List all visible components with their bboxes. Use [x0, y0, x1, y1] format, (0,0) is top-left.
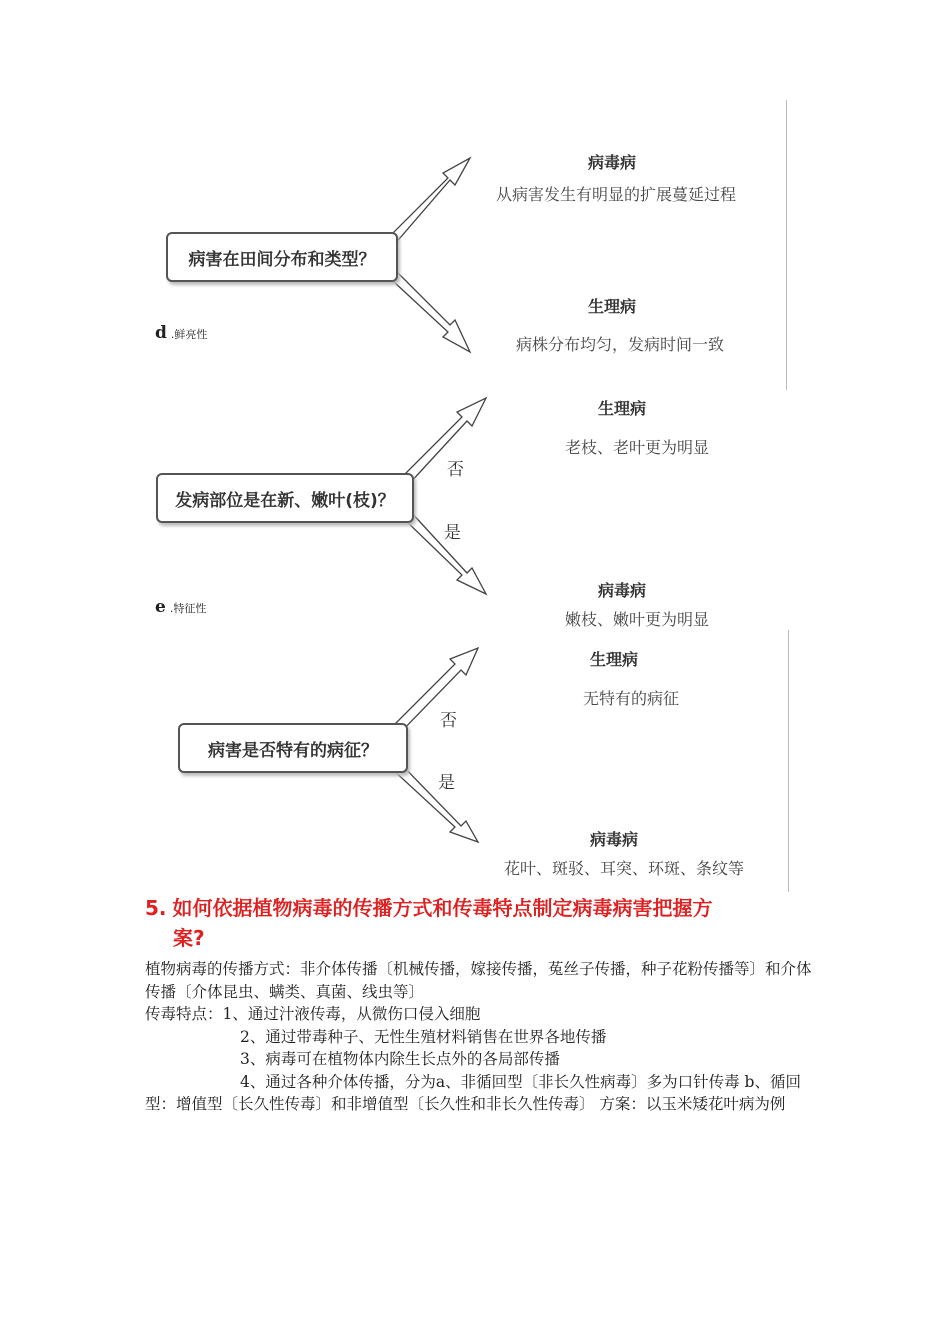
- outcome-title-2-lower: 病毒病: [598, 581, 647, 600]
- sublabel-letter: e: [155, 597, 166, 617]
- outcome-desc-1-upper: 从病害发生有明显的扩展蔓延过程: [496, 185, 737, 204]
- outcome-title-3-lower: 病毒病: [590, 830, 639, 849]
- sublabel-d: [155, 323, 207, 343]
- branch-label-yes-2: 是: [444, 523, 461, 543]
- outcome-desc-2-lower: 嫩枝、嫩叶更为明显: [565, 610, 710, 629]
- branch-label-yes-3: 是: [438, 773, 455, 793]
- section-heading: [145, 893, 805, 953]
- sublabel-text: .特征性: [169, 602, 207, 615]
- feature-item-4: 4、通过各种介体传播，分为a、非循回型〔非长久性病毒〕多为口针传毒 b、循回型：增值型〔长久性传毒〕和非增值型〔长久性和非长久性传毒〕 方案：以玉米矮花叶病为例: [145, 1072, 801, 1113]
- arrow-lower-3: [392, 762, 478, 842]
- outcome-desc-3-upper: 无特有的病征: [583, 689, 680, 708]
- feature-item-2: 2、通过带毒种子、无性生殖材料销售在世界各地传播: [240, 1027, 607, 1046]
- sublabel-letter: d: [155, 323, 167, 343]
- branch-label-no-3: 否: [440, 711, 457, 731]
- arrow-upper-3: [392, 648, 478, 734]
- branch-label-no-2: 否: [447, 460, 464, 480]
- feature-item-3: 3、病毒可在植物体内除生长点外的各局部传播: [240, 1050, 560, 1068]
- question-text-2: 发病部位是在新、嫩叶(枝)？: [175, 490, 395, 511]
- outcome-title-1-lower: 生理病: [588, 297, 637, 316]
- divider-line: [788, 630, 789, 892]
- outcome-title-1-upper: 病毒病: [588, 153, 637, 172]
- section-title: 如何依据植物病毒的传播方式和传毒特点制定病毒病害把握方: [172, 896, 713, 920]
- divider-line: [786, 100, 787, 390]
- outcome-title-2-upper: 生理病: [598, 399, 647, 418]
- question-box-2: [156, 473, 414, 523]
- section-title-continued: 案?: [173, 926, 205, 950]
- section-number: 5.: [145, 896, 167, 920]
- outcome-title-3-upper: 生理病: [590, 650, 639, 669]
- question-text-1: 病害在田间分布和类型？: [188, 249, 376, 270]
- question-box-3: [178, 723, 408, 773]
- arrow-upper-2: [402, 398, 486, 484]
- sublabel-text: .鲜亮性: [170, 328, 208, 341]
- outcome-desc-1-lower: 病株分布均匀，发病时间一致: [516, 335, 725, 354]
- question-text-3: 病害是否特有的病征？: [208, 740, 378, 761]
- outcome-desc-3-lower: 花叶、斑驳、耳突、环斑、条纹等: [504, 859, 745, 878]
- transmission-modes-paragraph: 植物病毒的传播方式：非介体传播〔机械传播，嫁接传播，菟丝子传播，种子花粉传播等〕和介体传播〔介体昆虫、螨类、真菌、线虫等〕: [145, 960, 812, 1001]
- outcome-desc-2-upper: 老枝、老叶更为明显: [565, 438, 710, 457]
- question-box-1: [166, 232, 398, 282]
- body-text: [145, 958, 815, 1116]
- feature-item-1: 传毒特点：1、通过汁液传毒，从微伤口侵入细胞: [145, 1005, 481, 1023]
- sublabel-e: [155, 597, 206, 617]
